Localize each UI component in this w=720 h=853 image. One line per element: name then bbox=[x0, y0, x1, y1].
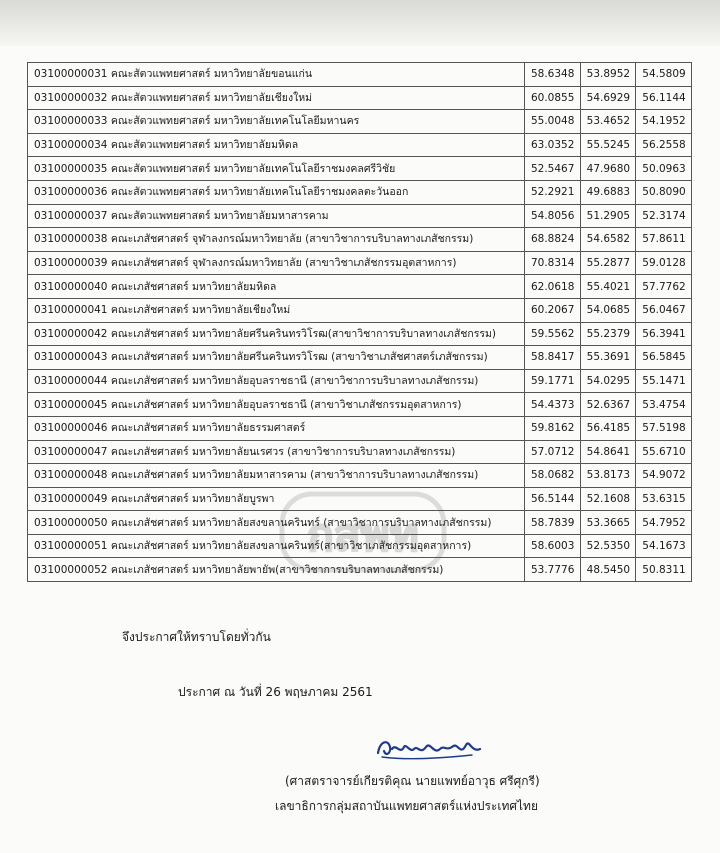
score-1-cell: 56.5144 bbox=[524, 487, 580, 511]
score-2-cell: 53.3665 bbox=[580, 511, 636, 535]
program-name-cell: 03100000031 คณะสัตวแพทยศาสตร์ มหาวิทยาลัยขอนแก่น bbox=[28, 63, 525, 87]
score-2-cell: 53.8173 bbox=[580, 464, 636, 488]
program-name-cell: 03100000042 คณะเภสัชศาสตร์ มหาวิทยาลัยศรีนครินทรวิโรฒ(สาขาวิชาการบริบาลทางเภสัชกรรม) bbox=[28, 322, 525, 346]
score-3-cell: 53.6315 bbox=[636, 487, 692, 511]
score-3-cell: 56.5845 bbox=[636, 346, 692, 370]
score-2-cell: 55.3691 bbox=[580, 346, 636, 370]
table-row bbox=[28, 393, 692, 417]
score-3-cell: 56.0467 bbox=[636, 298, 692, 322]
score-1-cell: 60.0855 bbox=[524, 86, 580, 110]
signatory-position: เลขาธิการกลุ่มสถาบันแพทยศาสตร์แห่งประเทศไทย bbox=[275, 799, 538, 813]
score-3-cell: 50.8311 bbox=[636, 558, 692, 582]
score-3-cell: 56.3941 bbox=[636, 322, 692, 346]
program-name-cell: 03100000050 คณะเภสัชศาสตร์ มหาวิทยาลัยสงขลานครินทร์ (สาขาวิชาการบริบาลทางเภสัชกรรม) bbox=[28, 511, 525, 535]
announcement-date: ประกาศ ณ วันที่ 26 พฤษภาคม 2561 bbox=[178, 685, 373, 699]
table-row bbox=[28, 464, 692, 488]
program-name-cell: 03100000035 คณะสัตวแพทยศาสตร์ มหาวิทยาลัยเทคโนโลยีราชมงคลศรีวิชัย bbox=[28, 157, 525, 181]
svg-text:กสพท: กสพท bbox=[307, 510, 419, 561]
program-name-cell: 03100000039 คณะเภสัชศาสตร์ จุฬาลงกรณ์มหาวิทยาลัย (สาขาวิชาเภสัชกรรมอุตสาหการ) bbox=[28, 251, 525, 275]
table-row bbox=[28, 180, 692, 204]
score-3-cell: 54.1952 bbox=[636, 110, 692, 134]
program-name-cell: 03100000046 คณะเภสัชศาสตร์ มหาวิทยาลัยธรรมศาสตร์ bbox=[28, 416, 525, 440]
program-name-cell: 03100000052 คณะเภสัชศาสตร์ มหาวิทยาลัยพายัพ(สาขาวิชาการบริบาลทางเภสัชกรรม) bbox=[28, 558, 525, 582]
score-3-cell: 57.5198 bbox=[636, 416, 692, 440]
score-3-cell: 54.5809 bbox=[636, 63, 692, 87]
table-row bbox=[28, 322, 692, 346]
score-2-cell: 56.4185 bbox=[580, 416, 636, 440]
score-3-cell: 54.1673 bbox=[636, 534, 692, 558]
program-name-cell: 03100000038 คณะเภสัชศาสตร์ จุฬาลงกรณ์มหาวิทยาลัย (สาขาวิชาการบริบาลทางเภสัชกรรม) bbox=[28, 228, 525, 252]
score-1-cell: 62.0618 bbox=[524, 275, 580, 299]
score-3-cell: 54.9072 bbox=[636, 464, 692, 488]
score-3-cell: 53.4754 bbox=[636, 393, 692, 417]
program-name-cell: 03100000033 คณะสัตวแพทยศาสตร์ มหาวิทยาลัยเทคโนโลยีมหานคร bbox=[28, 110, 525, 134]
score-2-cell: 55.2379 bbox=[580, 322, 636, 346]
program-name-cell: 03100000037 คณะสัตวแพทยศาสตร์ มหาวิทยาลัยมหาสารคาม bbox=[28, 204, 525, 228]
score-3-cell: 57.8611 bbox=[636, 228, 692, 252]
score-3-cell: 57.7762 bbox=[636, 275, 692, 299]
table-row bbox=[28, 346, 692, 370]
table-row bbox=[28, 440, 692, 464]
score-3-cell: 50.0963 bbox=[636, 157, 692, 181]
closing-notice: จึงประกาศให้ทราบโดยทั่วกัน bbox=[122, 630, 271, 644]
score-3-cell: 56.2558 bbox=[636, 133, 692, 157]
program-name-cell: 03100000045 คณะเภสัชศาสตร์ มหาวิทยาลัยอุบลราชธานี (สาขาวิชาเภสัชกรรมอุตสาหการ) bbox=[28, 393, 525, 417]
score-2-cell: 55.5245 bbox=[580, 133, 636, 157]
score-2-cell: 53.4652 bbox=[580, 110, 636, 134]
score-1-cell: 52.2921 bbox=[524, 180, 580, 204]
score-2-cell: 52.1608 bbox=[580, 487, 636, 511]
score-2-cell: 52.6367 bbox=[580, 393, 636, 417]
score-1-cell: 54.4373 bbox=[524, 393, 580, 417]
score-1-cell: 70.8314 bbox=[524, 251, 580, 275]
score-1-cell: 52.5467 bbox=[524, 157, 580, 181]
score-3-cell: 55.1471 bbox=[636, 369, 692, 393]
score-3-cell: 59.0128 bbox=[636, 251, 692, 275]
score-2-cell: 51.2905 bbox=[580, 204, 636, 228]
table-row bbox=[28, 86, 692, 110]
table-row bbox=[28, 275, 692, 299]
table-row bbox=[28, 133, 692, 157]
score-1-cell: 57.0712 bbox=[524, 440, 580, 464]
score-1-cell: 58.7839 bbox=[524, 511, 580, 535]
score-1-cell: 68.8824 bbox=[524, 228, 580, 252]
program-name-cell: 03100000043 คณะเภสัชศาสตร์ มหาวิทยาลัยศรีนครินทรวิโรฒ (สาขาวิชาเภสัชศาสตร์เภสัชกรรม) bbox=[28, 346, 525, 370]
score-1-cell: 59.5562 bbox=[524, 322, 580, 346]
score-1-cell: 58.6348 bbox=[524, 63, 580, 87]
score-1-cell: 58.6003 bbox=[524, 534, 580, 558]
score-2-cell: 55.4021 bbox=[580, 275, 636, 299]
program-name-cell: 03100000034 คณะสัตวแพทยศาสตร์ มหาวิทยาลัยมหิดล bbox=[28, 133, 525, 157]
table-row bbox=[28, 157, 692, 181]
program-name-cell: 03100000032 คณะสัตวแพทยศาสตร์ มหาวิทยาลัยเชียงใหม่ bbox=[28, 86, 525, 110]
score-2-cell: 52.5350 bbox=[580, 534, 636, 558]
table-row bbox=[28, 228, 692, 252]
program-name-cell: 03100000040 คณะเภสัชศาสตร์ มหาวิทยาลัยมหิดล bbox=[28, 275, 525, 299]
score-3-cell: 56.1144 bbox=[636, 86, 692, 110]
score-2-cell: 48.5450 bbox=[580, 558, 636, 582]
score-2-cell: 54.8641 bbox=[580, 440, 636, 464]
signatory-name: (ศาสตราจารย์เกียรติคุณ นายแพทย์อาวุธ ศรีศุกรี) bbox=[285, 774, 540, 788]
institution-watermark bbox=[278, 488, 448, 576]
program-name-cell: 03100000051 คณะเภสัชศาสตร์ มหาวิทยาลัยสงขลานครินทร์(สาขาวิชาเภสัชกรรมอุตสาหการ) bbox=[28, 534, 525, 558]
program-name-cell: 03100000049 คณะเภสัชศาสตร์ มหาวิทยาลัยบูรพา bbox=[28, 487, 525, 511]
table-row bbox=[28, 110, 692, 134]
score-1-cell: 58.0682 bbox=[524, 464, 580, 488]
score-2-cell: 49.6883 bbox=[580, 180, 636, 204]
score-1-cell: 54.8056 bbox=[524, 204, 580, 228]
page-top-shadow bbox=[0, 0, 720, 46]
score-2-cell: 54.0295 bbox=[580, 369, 636, 393]
program-name-cell: 03100000047 คณะเภสัชศาสตร์ มหาวิทยาลัยนเรศวร (สาขาวิชาการบริบาลทางเภสัชกรรม) bbox=[28, 440, 525, 464]
score-3-cell: 55.6710 bbox=[636, 440, 692, 464]
program-name-cell: 03100000048 คณะเภสัชศาสตร์ มหาวิทยาลัยมหาสารคาม (สาขาวิชาการบริบาลทางเภสัชกรรม) bbox=[28, 464, 525, 488]
score-2-cell: 54.0685 bbox=[580, 298, 636, 322]
score-1-cell: 55.0048 bbox=[524, 110, 580, 134]
handwritten-signature bbox=[374, 733, 484, 763]
score-1-cell: 59.8162 bbox=[524, 416, 580, 440]
score-2-cell: 53.8952 bbox=[580, 63, 636, 87]
table-row bbox=[28, 416, 692, 440]
score-2-cell: 55.2877 bbox=[580, 251, 636, 275]
score-2-cell: 47.9680 bbox=[580, 157, 636, 181]
score-3-cell: 50.8090 bbox=[636, 180, 692, 204]
score-3-cell: 52.3174 bbox=[636, 204, 692, 228]
score-2-cell: 54.6929 bbox=[580, 86, 636, 110]
score-2-cell: 54.6582 bbox=[580, 228, 636, 252]
score-1-cell: 58.8417 bbox=[524, 346, 580, 370]
table-row bbox=[28, 298, 692, 322]
score-1-cell: 60.2067 bbox=[524, 298, 580, 322]
score-1-cell: 63.0352 bbox=[524, 133, 580, 157]
table-row bbox=[28, 251, 692, 275]
score-1-cell: 59.1771 bbox=[524, 369, 580, 393]
program-name-cell: 03100000044 คณะเภสัชศาสตร์ มหาวิทยาลัยอุบลราชธานี (สาขาวิชาการบริบาลทางเภสัชกรรม) bbox=[28, 369, 525, 393]
score-1-cell: 53.7776 bbox=[524, 558, 580, 582]
table-row bbox=[28, 204, 692, 228]
score-3-cell: 54.7952 bbox=[636, 511, 692, 535]
table-row bbox=[28, 369, 692, 393]
program-name-cell: 03100000036 คณะสัตวแพทยศาสตร์ มหาวิทยาลัยเทคโนโลยีราชมงคลตะวันออก bbox=[28, 180, 525, 204]
table-row bbox=[28, 63, 692, 87]
program-name-cell: 03100000041 คณะเภสัชศาสตร์ มหาวิทยาลัยเชียงใหม่ bbox=[28, 298, 525, 322]
